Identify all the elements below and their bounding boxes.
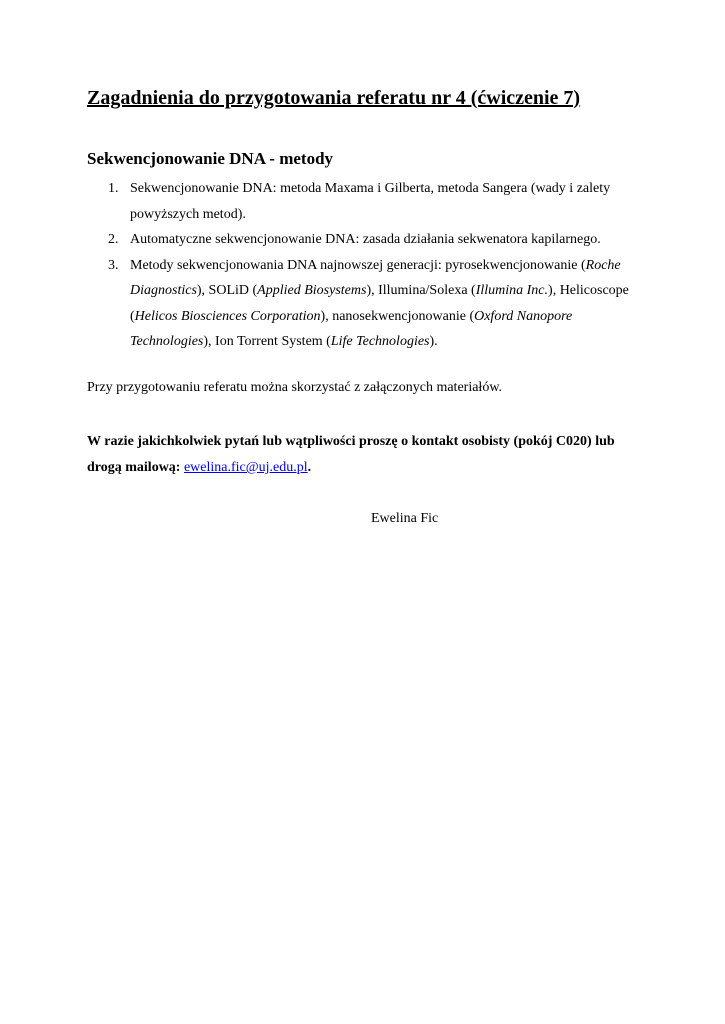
topics-list <box>87 176 647 355</box>
list-item-text <box>130 176 647 227</box>
text-segment: ), Helicoscope ( <box>130 283 629 324</box>
company-name: Oxford Nanopore Technologies <box>130 308 573 349</box>
company-name: Life Technologies <box>330 334 430 349</box>
materials-note: Przy przygotowaniu referatu można skorzystać z załączonych materiałów. <box>87 380 503 395</box>
document-title: Zagadnienia do przygotowania referatu nr 4 (ćwiczenie 7) <box>87 87 581 109</box>
list-item <box>87 176 647 227</box>
text-segment: ). <box>429 334 438 349</box>
contact-suffix: . <box>307 460 312 475</box>
signature: Ewelina Fic <box>371 511 439 526</box>
list-item <box>87 253 647 355</box>
company-name: Illumina Inc. <box>475 283 549 298</box>
list-item-text <box>130 253 647 355</box>
text-segment: Automatyczne sekwencjonowanie DNA: zasada działania sekwenatora kapilarnego. <box>130 232 601 247</box>
text-segment: ), Illumina/Solexa ( <box>366 283 476 298</box>
text-segment: ), nanosekwencjonowanie ( <box>320 308 475 324</box>
company-name: Roche Diagnostics <box>130 257 621 298</box>
text-segment: Sekwencjonowanie DNA: metoda Maxama i Gilberta, metoda Sangera (wady i zalety powyższych metod). <box>130 181 611 222</box>
list-item <box>87 227 647 253</box>
text-segment: Metody sekwencjonowania DNA najnowszej generacji: pyrosekwencjonowanie ( <box>130 257 586 273</box>
list-item-text <box>130 227 647 253</box>
list-item-number: 3. <box>108 257 119 273</box>
contact-paragraph <box>87 429 647 481</box>
text-segment: ), Ion Torrent System ( <box>203 334 331 349</box>
company-name: Applied Biosystems <box>257 283 367 298</box>
text-segment: ), SOLiD ( <box>196 283 258 298</box>
list-item-number: 1. <box>108 181 119 196</box>
list-item-number: 2. <box>108 232 119 247</box>
company-name: Helicos Biosciences Corporation <box>134 308 321 324</box>
email-link[interactable]: ewelina.fic@uj.edu.pl <box>183 460 308 475</box>
contact-text: W razie jakichkolwiek pytań lub wątpliwości proszę o kontakt osobisty (pokój C020) lub drogą mailową: <box>87 434 615 475</box>
section-heading: Sekwencjonowanie DNA - metody <box>87 149 334 168</box>
